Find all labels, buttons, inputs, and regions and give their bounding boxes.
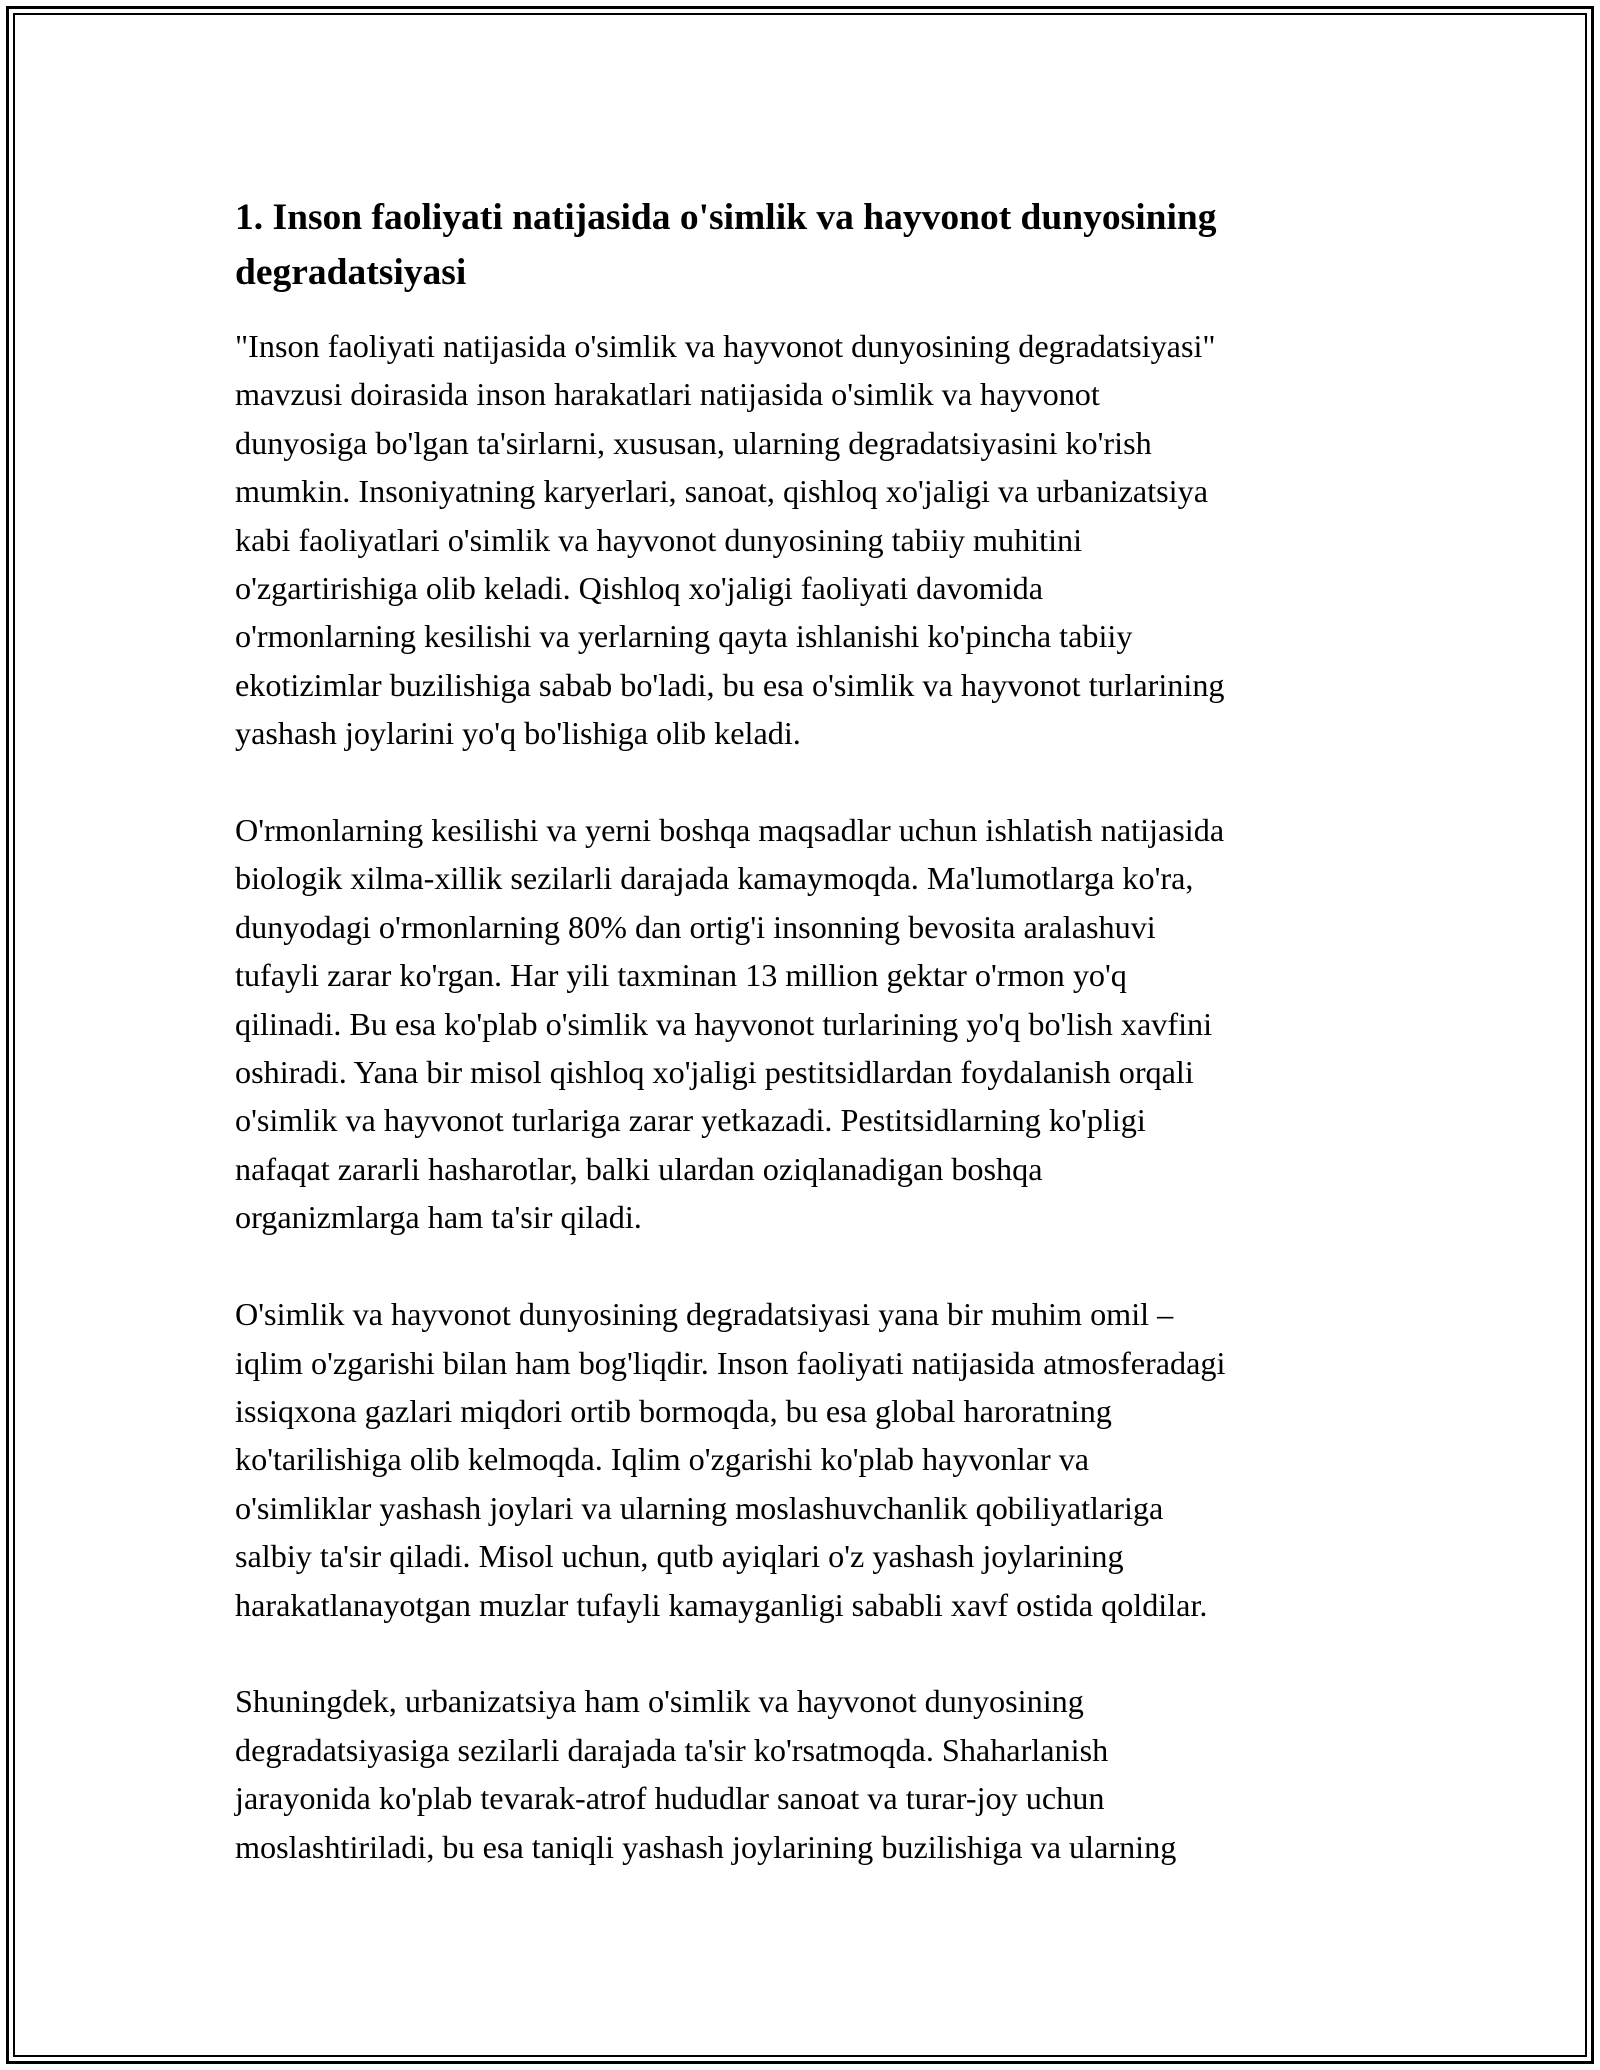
text-line: organizmlarga ham ta'sir qiladi. xyxy=(235,1199,642,1236)
text-line: dunyodagi o'rmonlarning 80% dan ortig'i insonning bevosita aralashuvi xyxy=(235,908,1156,945)
text-line: tufayli zarar ko'rgan. Har yili taxminan 13 million gektar o'rmon yo'q xyxy=(235,957,1127,994)
text-line: salbiy ta'sir qiladi. Misol uchun, qutb ayiqlari o'z yashash joylarining xyxy=(235,1538,1124,1575)
text-line: "Inson faoliyati natijasida o'simlik va hayvonot dunyosining degradatsiyasi" xyxy=(235,328,1216,364)
text-line: degradatsiyasiga sezilarli darajada ta'sir ko'rsatmoqda. Shaharlanish xyxy=(235,1731,1109,1768)
text-line: moslashtiriladi, bu esa taniqli yashash joylarining buzilishiga va ularning xyxy=(235,1828,1177,1865)
paragraph-3 xyxy=(235,1290,1375,1629)
text-line: O'rmonlarning kesilishi va yerni boshqa maqsadlar uchun ishlatish natijasida xyxy=(235,812,1225,849)
text-line: iqlim o'zgarishi bilan ham bog'liqdir. Inson faoliyati natijasida atmosferadagi xyxy=(235,1344,1226,1381)
text-line: mumkin. Insoniyatning karyerlari, sanoat, qishloq xo'jaligi va urbanizatsiya xyxy=(235,473,1208,510)
text-line: yashash joylarini yo'q bo'lishiga olib keladi. xyxy=(235,715,801,752)
text-line: o'simlik va hayvonot turlariga zarar yetkazadi. Pestitsidlarning ko'pligi xyxy=(235,1102,1146,1139)
paragraph-1 xyxy=(235,322,1375,758)
paragraph-4 xyxy=(235,1677,1375,1871)
text-line: Shuningdek, urbanizatsiya ham o'simlik va hayvonot dunyosining xyxy=(235,1683,1084,1720)
text-line: qilinadi. Bu esa ko'plab o'simlik va hayvonot turlarining yo'q bo'lish xavfini xyxy=(235,1005,1213,1042)
text-line: harakatlanayotgan muzlar tufayli kamayganligi sababli xavf ostida qoldilar. xyxy=(235,1586,1208,1623)
section-title-line: degradatsiyasi xyxy=(235,252,467,293)
text-line: ko'tarilishiga olib kelmoqda. Iqlim o'zgarishi ko'plab hayvonlar va xyxy=(235,1441,1090,1478)
text-line: o'rmonlarning kesilishi va yerlarning qayta ishlanishi ko'pincha tabiiy xyxy=(235,618,1133,655)
text-line: o'zgartirishiga olib keladi. Qishloq xo'jaligi faoliyati davomida xyxy=(235,570,1044,607)
text-line: biologik xilma-xillik sezilarli darajada kamaymoqda. Ma'lumotlarga ko'ra, xyxy=(235,860,1194,897)
text-line: dunyosiga bo'lgan ta'sirlarni, xususan, ularning degradatsiyasini ko'rish xyxy=(235,424,1152,461)
text-line: O'simlik va hayvonot dunyosining degradatsiyasi yana bir muhim omil – xyxy=(235,1296,1174,1333)
text-line: oshiradi. Yana bir misol qishloq xo'jaligi pestitsidlardan foydalanish orqali xyxy=(235,1054,1194,1091)
text-line: jarayonida ko'plab tevarak-atrof hududlar sanoat va turar-joy uchun xyxy=(235,1780,1105,1817)
text-line: o'simliklar yashash joylari va ularning moslashuvchanlik qobiliyatlariga xyxy=(235,1489,1164,1526)
paragraph-2 xyxy=(235,806,1375,1242)
section-title-line: 1. Inson faoliyati natijasida o'simlik va hayvonot dunyosining xyxy=(235,197,1217,238)
text-line: kabi faoliyatlari o'simlik va hayvonot dunyosining tabiiy muhitini xyxy=(235,521,1083,558)
text-line: mavzusi doirasida inson harakatlari natijasida o'simlik va hayvonot xyxy=(235,376,1100,413)
section-title xyxy=(235,190,1375,300)
text-line: issiqxona gazlari miqdori ortib bormoqda, bu esa global haroratning xyxy=(235,1392,1112,1429)
text-line: ekotizimlar buzilishiga sabab bo'ladi, bu esa o'simlik va hayvonot turlarining xyxy=(235,666,1225,703)
document-body xyxy=(235,190,1375,1919)
text-line: nafaqat zararli hasharotlar, balki ulardan oziqlanadigan boshqa xyxy=(235,1150,1043,1187)
